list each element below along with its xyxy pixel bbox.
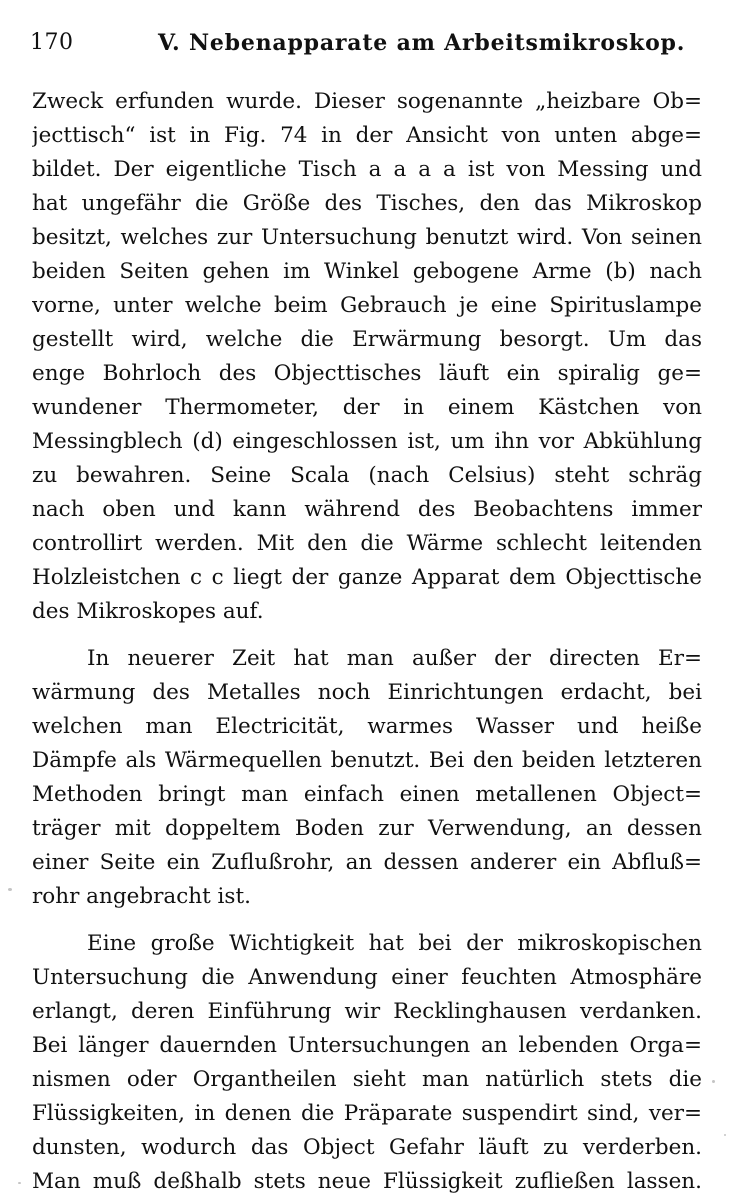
text-line: dunsten, wodurch das Object Gefahr läuft zu verderben. — [32, 1135, 702, 1160]
text-line: einer Seite ein Zuflußrohr, an dessen anderer ein Abfluß= — [32, 850, 702, 875]
text-line: Untersuchung die Anwendung einer feuchten Atmosphäre — [32, 965, 702, 990]
paper-speck — [724, 1134, 726, 1136]
text-line: beiden Seiten gehen im Winkel gebogene Arme (b) nach — [32, 259, 702, 284]
text-line: rohr angebracht ist. — [32, 884, 251, 909]
paragraph — [32, 642, 702, 914]
text-line: jecttisch“ ist in Fig. 74 in der Ansicht von unten abge= — [32, 123, 702, 148]
text-line: des Mikroskopes auf. — [32, 599, 264, 624]
text-line: träger mit doppeltem Boden zur Verwendung, an dessen — [32, 816, 702, 841]
text-line: Eine große Wichtigkeit hat bei der mikroskopischen — [87, 931, 702, 956]
text-line: hat ungefähr die Größe des Tisches, den das Mikroskop — [32, 191, 702, 216]
text-line: In neuerer Zeit hat man außer der directen Er= — [87, 646, 702, 671]
page-number: 170 — [30, 30, 74, 55]
text-line: Bei länger dauernden Untersuchungen an lebenden Orga= — [32, 1033, 702, 1058]
paragraph — [32, 927, 702, 1199]
text-line: welchen man Electricität, warmes Wasser und heiße — [32, 714, 702, 739]
text-line: controllirt werden. Mit den die Wärme schlecht leitenden — [32, 531, 702, 556]
text-line: Messingblech (d) eingeschlossen ist, um ihn vor Abkühlung — [32, 429, 702, 454]
paper-speck — [712, 1080, 715, 1083]
text-line: Methoden bringt man einfach einen metallenen Object= — [32, 782, 702, 807]
text-line: Flüssigkeiten, in denen die Präparate suspendirt sind, ver= — [32, 1101, 702, 1126]
text-line: enge Bohrloch des Objecttisches läuft ein spiralig ge= — [32, 361, 702, 386]
text-line: bildet. Der eigentliche Tisch a a a a ist von Messing und — [32, 157, 702, 182]
text-line: zu bewahren. Seine Scala (nach Celsius) steht schräg — [32, 463, 702, 488]
page-header — [30, 26, 709, 60]
text-line: erlangt, deren Einführung wir Recklinghausen verdanken. — [32, 999, 702, 1024]
text-line: Man muß deßhalb stets neue Flüssigkeit zufließen lassen. — [32, 1169, 702, 1194]
text-line: wärmung des Metalles noch Einrichtungen erdacht, bei — [32, 680, 702, 705]
paper-speck — [18, 1182, 21, 1184]
text-line: nismen oder Organtheilen sieht man natürlich stets die — [32, 1067, 702, 1092]
running-head: V. Nebenapparate am Arbeitsmikroskop. — [158, 30, 686, 56]
text-line: gestellt wird, welche die Erwärmung besorgt. Um das — [32, 327, 702, 352]
text-line: wundener Thermometer, der in einem Kästchen von — [32, 395, 702, 420]
text-line: vorne, unter welche beim Gebrauch je eine Spirituslampe — [32, 293, 702, 318]
text-line: Dämpfe als Wärmequellen benutzt. Bei den beiden letzteren — [32, 748, 702, 773]
paragraph — [32, 85, 702, 629]
text-line: nach oben und kann während des Beobachtens immer — [32, 497, 702, 522]
text-line: besitzt, welches zur Untersuchung benutzt wird. Von seinen — [32, 225, 702, 250]
text-line: Zweck erfunden wurde. Dieser sogenannte „heizbare Ob= — [32, 89, 702, 114]
text-line: Holzleistchen c c liegt der ganze Apparat dem Objecttische — [32, 565, 702, 590]
paper-speck — [8, 888, 12, 891]
body-text — [32, 85, 702, 1199]
